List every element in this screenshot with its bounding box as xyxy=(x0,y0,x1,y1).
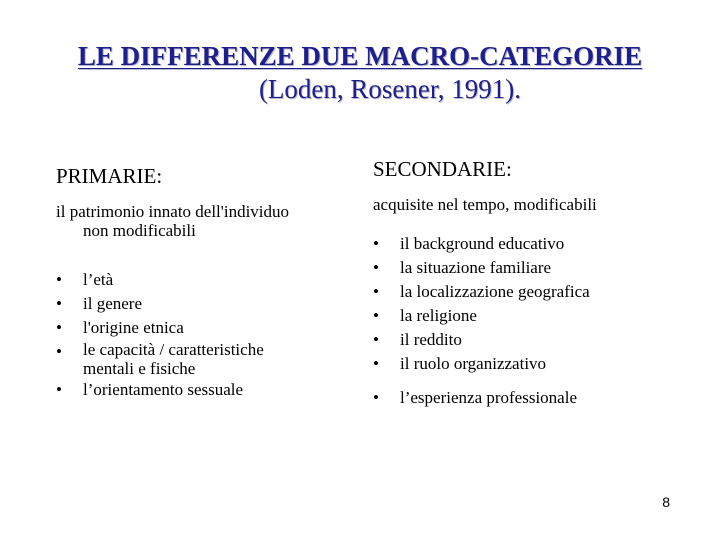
primary-column xyxy=(56,162,356,402)
secondary-extra-list xyxy=(373,386,673,410)
bullet: • xyxy=(373,234,379,253)
title-main: LE DIFFERENZE DUE MACRO-CATEGORIE xyxy=(77,41,643,71)
list-item-text-continuation: mentali e fisiche xyxy=(83,359,196,378)
bullet: • xyxy=(56,318,62,337)
bullet: • xyxy=(373,306,379,325)
bullet: • xyxy=(373,354,379,373)
list-item-text: il ruolo organizzativo xyxy=(400,354,547,373)
list-item-text: la localizzazione geografica xyxy=(400,282,590,301)
list-item xyxy=(56,268,356,292)
list-item-text: le capacità / caratteristiche xyxy=(83,340,264,359)
page-number: 8 xyxy=(662,494,670,510)
list-item xyxy=(373,280,673,304)
title-citation: (Loden, Rosener, 1991). xyxy=(258,74,522,104)
list-item-text: il genere xyxy=(83,294,142,313)
bullet: • xyxy=(373,282,379,301)
list-item-text: il reddito xyxy=(400,330,462,349)
list-item-text: l'origine etnica xyxy=(83,318,184,337)
primary-description-line: non modificabili xyxy=(83,221,196,240)
list-item-text: l’orientamento sessuale xyxy=(83,380,244,399)
list-item-text: la religione xyxy=(400,306,477,325)
bullet: • xyxy=(56,270,62,289)
list-item-text: l’età xyxy=(83,270,114,289)
list-item xyxy=(56,340,356,378)
secondary-column xyxy=(373,155,673,410)
secondary-list xyxy=(373,232,673,376)
primary-description-line: il patrimonio innato dell'individuo xyxy=(56,202,290,221)
slide-title xyxy=(0,40,720,106)
primary-heading: PRIMARIE: xyxy=(56,164,163,188)
secondary-heading: SECONDARIE: xyxy=(373,157,512,181)
list-item xyxy=(373,328,673,352)
list-item-text: la situazione familiare xyxy=(400,258,552,277)
list-item xyxy=(373,304,673,328)
bullet: • xyxy=(56,294,62,313)
secondary-description: acquisite nel tempo, modificabili xyxy=(373,195,597,214)
bullet: • xyxy=(56,380,62,399)
primary-list xyxy=(56,268,356,402)
primary-description xyxy=(56,202,356,240)
list-item xyxy=(373,386,673,410)
bullet: • xyxy=(373,388,379,407)
list-item xyxy=(373,232,673,256)
bullet: • xyxy=(373,258,379,277)
bullet: • xyxy=(56,342,62,361)
list-item-text: l’esperienza professionale xyxy=(400,388,577,407)
list-item xyxy=(56,292,356,316)
list-item xyxy=(56,378,356,402)
list-item xyxy=(56,316,356,340)
bullet: • xyxy=(373,330,379,349)
list-item xyxy=(373,256,673,280)
list-item xyxy=(373,352,673,376)
list-item-text: il background educativo xyxy=(400,234,565,253)
